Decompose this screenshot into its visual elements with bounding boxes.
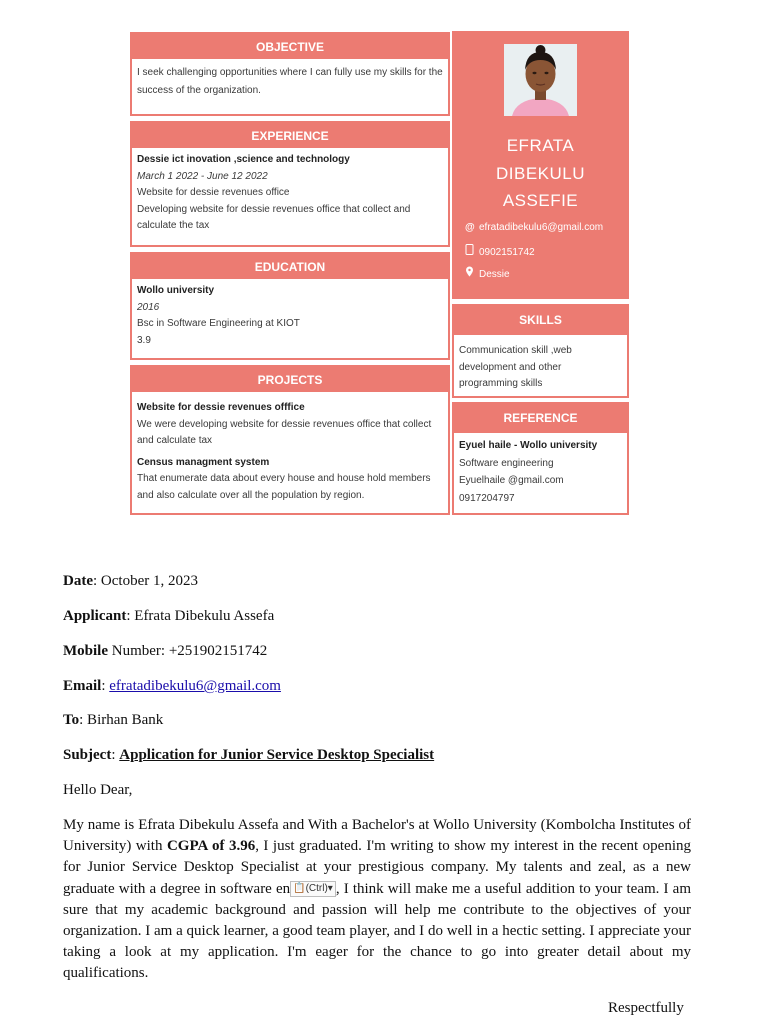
mobile-label: Mobile (63, 643, 108, 659)
profile-phone-row (465, 244, 535, 258)
experience-desc: Developing website for dessie revenues office that collect and calculate the tax (137, 203, 411, 231)
letter-applicant (63, 608, 274, 625)
experience-role: Website for dessie revenues office (137, 187, 290, 198)
profile-phone: 0902151742 (479, 247, 535, 258)
skills-section (452, 304, 629, 398)
objective-text: I seek challenging opportunities where I can fully use my skills for the success of the organization. (137, 67, 443, 96)
reference-title: REFERENCE (454, 404, 627, 433)
location-pin-icon (465, 266, 479, 280)
letter-to (63, 712, 163, 729)
applicant-value: : Efrata Dibekulu Assefa (126, 608, 275, 624)
letter-mobile (63, 643, 267, 660)
to-value: : Birhan Bank (79, 712, 164, 728)
applicant-label: Applicant (63, 608, 127, 624)
reference-body (454, 433, 627, 507)
profile-name-middle: DIBEKULU (495, 164, 586, 183)
letter-greeting: Hello Dear, (63, 782, 133, 798)
project-2-desc: That enumerate data about every house and house hold members and also calculate over all the population by region. (137, 473, 431, 501)
projects-body (132, 392, 448, 504)
subject-value: Application for Junior Service Desktop Specialist (119, 747, 435, 763)
subject-sep: : (111, 747, 120, 763)
letter-date (63, 573, 198, 590)
paste-options-button[interactable] (290, 881, 336, 897)
profile-panel (452, 31, 629, 299)
date-label: Date (63, 573, 93, 589)
phone-icon (465, 244, 479, 258)
chevron-down-icon: ▾ (327, 883, 333, 895)
education-degree: Bsc in Software Engineering at KIOT (137, 318, 300, 329)
education-school: Wollo university (137, 285, 215, 296)
profile-email: efratadibekulu6@gmail.com (479, 222, 604, 233)
reference-section (452, 402, 629, 515)
projects-title: PROJECTS (132, 367, 448, 392)
letter-body (63, 815, 691, 985)
profile-location: Dessie (479, 269, 510, 280)
profile-email-row (465, 222, 603, 233)
education-title: EDUCATION (132, 254, 448, 279)
at-icon: @ (465, 222, 475, 233)
body-cgpa: CGPA of 3.96 (166, 838, 256, 855)
skills-title: SKILLS (454, 306, 627, 335)
experience-title: EXPERIENCE (132, 123, 448, 148)
skills-text: Communication skill ,web development and other programming skills (459, 345, 572, 389)
reference-field: Software engineering (459, 457, 554, 469)
experience-body (132, 148, 448, 235)
reference-name: Eyuel haile - Wollo university (459, 440, 598, 451)
objective-title: OBJECTIVE (132, 34, 448, 59)
education-year: 2016 (137, 301, 160, 313)
mobile-value: Number: +251902151742 (108, 643, 268, 659)
project-1-desc: We were developing website for dessie revenues office that collect and calculate tax (137, 418, 432, 446)
profile-location-row (465, 266, 510, 280)
experience-section (130, 121, 450, 247)
email-link[interactable]: efratadibekulu6@gmail.com (109, 678, 281, 694)
clipboard-icon: 📋 (293, 883, 306, 895)
experience-org: Dessie ict inovation ,science and technology (137, 154, 350, 165)
reference-email: Eyuelhaile @gmail.com (459, 475, 564, 486)
email-label: Email (63, 678, 102, 694)
project-2-title: Census managment system (137, 456, 270, 468)
education-body (132, 279, 448, 349)
to-label: To (63, 712, 80, 728)
paste-label: (Ctrl) (305, 883, 328, 895)
body-part-3: , I think will make me a useful addition to your team. I am sure that my academic background and passion will help me contribute to the objectives of your organization. I am a quick learner, a good team player, and I do well in a hectic setting. I appreciate your taking a look at my application. I'm eager for the chance to go into greater detail about my qualifications. (63, 880, 691, 982)
education-gpa: 3.9 (137, 334, 151, 346)
letter-closing: Respectfully (608, 1000, 684, 1016)
education-section (130, 252, 450, 360)
objective-section (130, 32, 450, 116)
date-value: : October 1, 2023 (93, 573, 198, 589)
profile-photo (504, 44, 577, 116)
body-part-1: My name is Efrata Dibekulu Assefa and With a Bachelor's at Wollo University (Kombolcha Institutes of University) with (63, 817, 691, 855)
email-sep: : (101, 678, 110, 694)
project-1-title: Website for dessie revenues offfice (137, 402, 305, 413)
body-part-2: , I just graduated. I'm writing to show my interest in the recent opening for Junior Service Desktop Specialist at your prestigious company. My talents and zeal, as a new graduate with a degree in software en (63, 838, 691, 897)
reference-phone: 0917204797 (459, 492, 515, 504)
letter-subject (63, 747, 434, 764)
experience-dates: March 1 2022 - June 12 2022 (137, 170, 268, 182)
profile-name-first: EFRATA (506, 136, 575, 155)
profile-name-last: ASSEFIE (502, 191, 579, 210)
letter-email (63, 678, 281, 695)
subject-label: Subject (63, 747, 112, 763)
projects-section (130, 365, 450, 515)
profile-photo-image (504, 44, 577, 116)
